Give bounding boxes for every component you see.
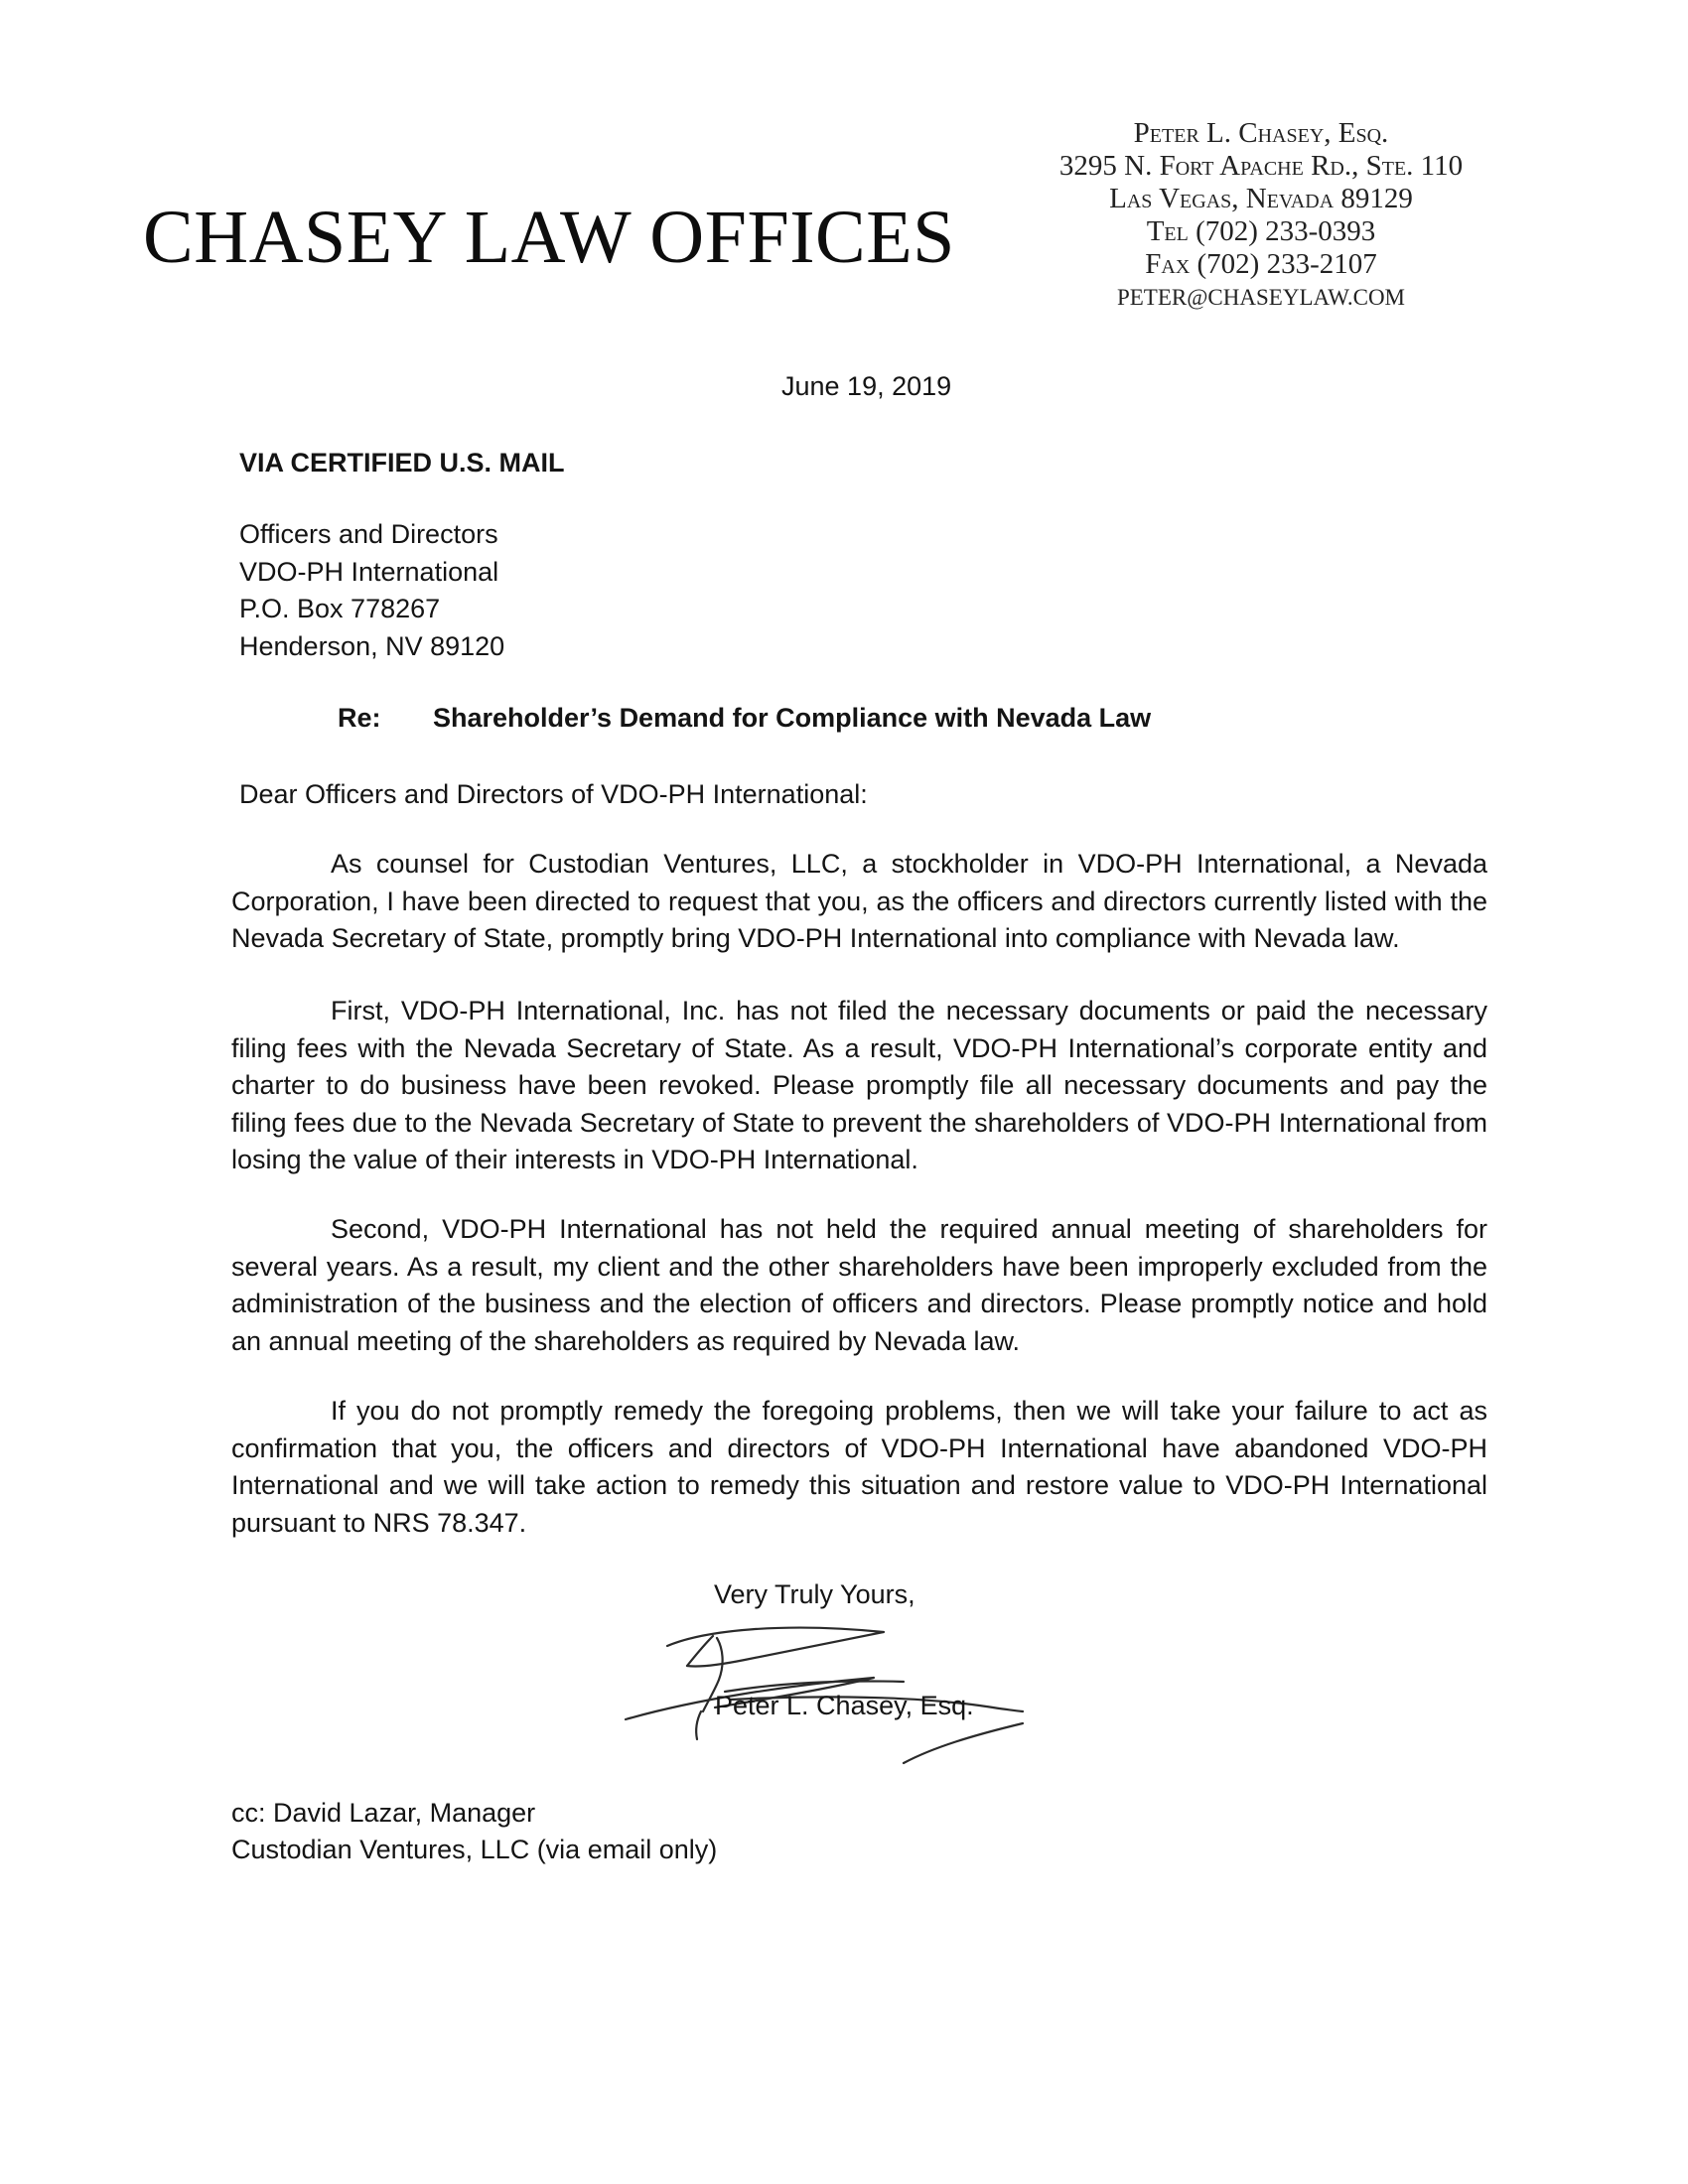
body-paragraph-1: As counsel for Custodian Ventures, LLC, a stockholder in VDO-PH International, a Nevada Corporation, I have been directed to request that you, as the officers and directors currently listed with the Nevada Secretary of State, promptly bring VDO-PH International into compliance with Nevada law. xyxy=(231,849,1487,953)
body-paragraph-3: Second, VDO-PH International has not held the required annual meeting of shareholders for several years. As a result, my client and the other shareholders have been improperly excluded from the administration of the business and the election of officers and directors. Please promptly notice and hold an annual meeting of the shareholders as required by Nevada law. xyxy=(231,1214,1487,1356)
delivery-method: VIA CERTIFIED U.S. MAIL xyxy=(239,448,565,478)
attorney-name: Peter L. Chasey, Esq. xyxy=(1133,117,1389,149)
body-paragraph-4: If you do not promptly remedy the foregoing problems, then we will take your failure to act as confirmation that you, the officers and directors of VDO-PH International have abandoned VDO-PH International and we will take action to remedy this situation and restore value to VDO-PH International pursuant to NRS 78.347. xyxy=(231,1396,1487,1538)
recipient-line: VDO-PH International xyxy=(239,556,499,587)
re-label: Re: xyxy=(338,703,381,733)
closing: Very Truly Yours, xyxy=(714,1579,915,1609)
letter-date: June 19, 2019 xyxy=(781,371,952,401)
salutation: Dear Officers and Directors of VDO-PH International: xyxy=(239,779,868,809)
cc-line: cc: David Lazar, Manager xyxy=(231,1798,536,1828)
cc-line: Custodian Ventures, LLC (via email only) xyxy=(231,1835,718,1864)
letterhead-contact-block xyxy=(1053,117,1470,315)
email: PETER@CHASEYLAW.COM xyxy=(1116,285,1406,310)
city-state-zip: Las Vegas, Nevada 89129 xyxy=(1109,183,1413,214)
telephone: Tel (702) 233-0393 xyxy=(1146,215,1376,247)
recipient-address xyxy=(239,516,504,665)
fax: Fax (702) 233-2107 xyxy=(1145,248,1377,280)
firm-name: CHASEY LAW OFFICES xyxy=(143,196,955,279)
recipient-line: Henderson, NV 89120 xyxy=(239,630,505,661)
recipient-line: P.O. Box 778267 xyxy=(239,594,441,623)
signer-name: Peter L. Chasey, Esq. xyxy=(715,1691,974,1720)
body-paragraph-2: First, VDO-PH International, Inc. has not filed the necessary documents or paid the necessary filing fees with the Nevada Secretary of State. As a result, VDO-PH International’s corporate entity and charter to do business have been revoked. Please promptly file all necessary documents and pay the filing fees due to the Nevada Secretary of State to prevent the shareholders of VDO-PH International from losing the value of their interests in VDO-PH International. xyxy=(231,996,1487,1174)
re-subject: Shareholder’s Demand for Compliance with Nevada Law xyxy=(433,703,1152,733)
street-address: 3295 N. Fort Apache Rd., Ste. 110 xyxy=(1058,150,1464,182)
recipient-line: Officers and Directors xyxy=(239,519,498,549)
